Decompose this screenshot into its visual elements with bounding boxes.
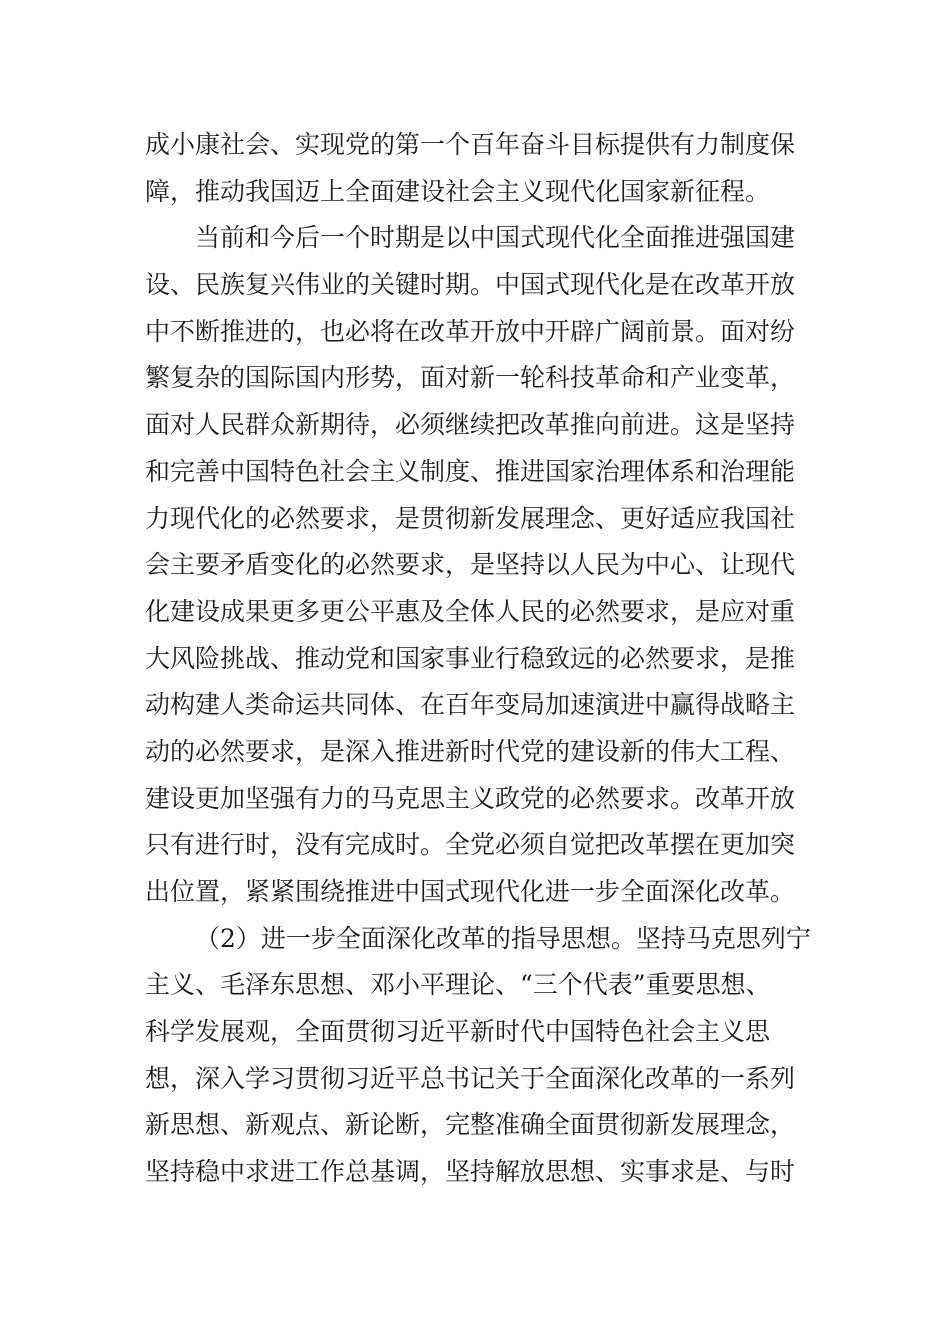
text-line: 只有进行时，没有完成时。全党必须自觉把改革摆在更加突 [145, 830, 796, 860]
text-line: 成小康社会、实现党的第一个百年奋斗目标提供有力制度保 [145, 130, 796, 159]
text-line: 出位置，紧紧围绕推进中国式现代化进一步全面深化改革。 [145, 877, 796, 906]
text-line: 会主要矛盾变化的必然要求，是坚持以人民为中心、让现代 [145, 550, 796, 580]
text-line: 设、民族复兴伟业的关键时期。中国式现代化是在改革开放 [145, 270, 796, 300]
text-line: 主义、毛泽东思想、邓小平理论、“三个代表”重要思想、 [145, 970, 771, 1000]
text-line: 中不断推进的，也必将在改革开放中开辟广阔前景。面对纷 [145, 316, 796, 346]
text-line: 繁复杂的国际国内形势，面对新一轮科技革命和产业变革， [145, 363, 796, 393]
paragraph-start-line: 当前和今后一个时期是以中国式现代化全面推进强国建 [195, 223, 796, 253]
text-line: 坚持稳中求进工作总基调，坚持解放思想、实事求是、与时 [145, 1157, 796, 1187]
text-line: 大风险挑战、推动党和国家事业行稳致远的必然要求，是推 [145, 643, 796, 673]
text-line: 新思想、新观点、新论断，完整准确全面贯彻新发展理念， [145, 1110, 796, 1140]
text-line: 动的必然要求，是深入推进新时代党的建设新的伟大工程、 [145, 736, 796, 766]
text-line: 动构建人类命运共同体、在百年变局加速演进中赢得战略主 [145, 690, 796, 720]
text-line: 想，深入学习贯彻习近平总书记关于全面深化改革的一系列 [145, 1063, 796, 1093]
text-line: 科学发展观，全面贯彻习近平新时代中国特色社会主义思 [145, 1017, 771, 1047]
text-line: 障，推动我国迈上全面建设社会主义现代化国家新征程。 [145, 176, 771, 206]
text-line: 和完善中国特色社会主义制度、推进国家治理体系和治理能 [145, 456, 796, 486]
text-line: 建设更加坚强有力的马克思主义政党的必然要求。改革开放 [145, 783, 796, 813]
text-line: 化建设成果更多更公平惠及全体人民的必然要求，是应对重 [145, 596, 796, 626]
text-line: 力现代化的必然要求，是贯彻新发展理念、更好适应我国社 [145, 503, 796, 533]
document-body [145, 122, 815, 1196]
text-line: 面对人民群众新期待，必须继续把改革推向前进。这是坚持 [145, 410, 796, 440]
paragraph-start-line: （2）进一步全面深化改革的指导思想。坚持马克思列宁 [195, 923, 811, 953]
